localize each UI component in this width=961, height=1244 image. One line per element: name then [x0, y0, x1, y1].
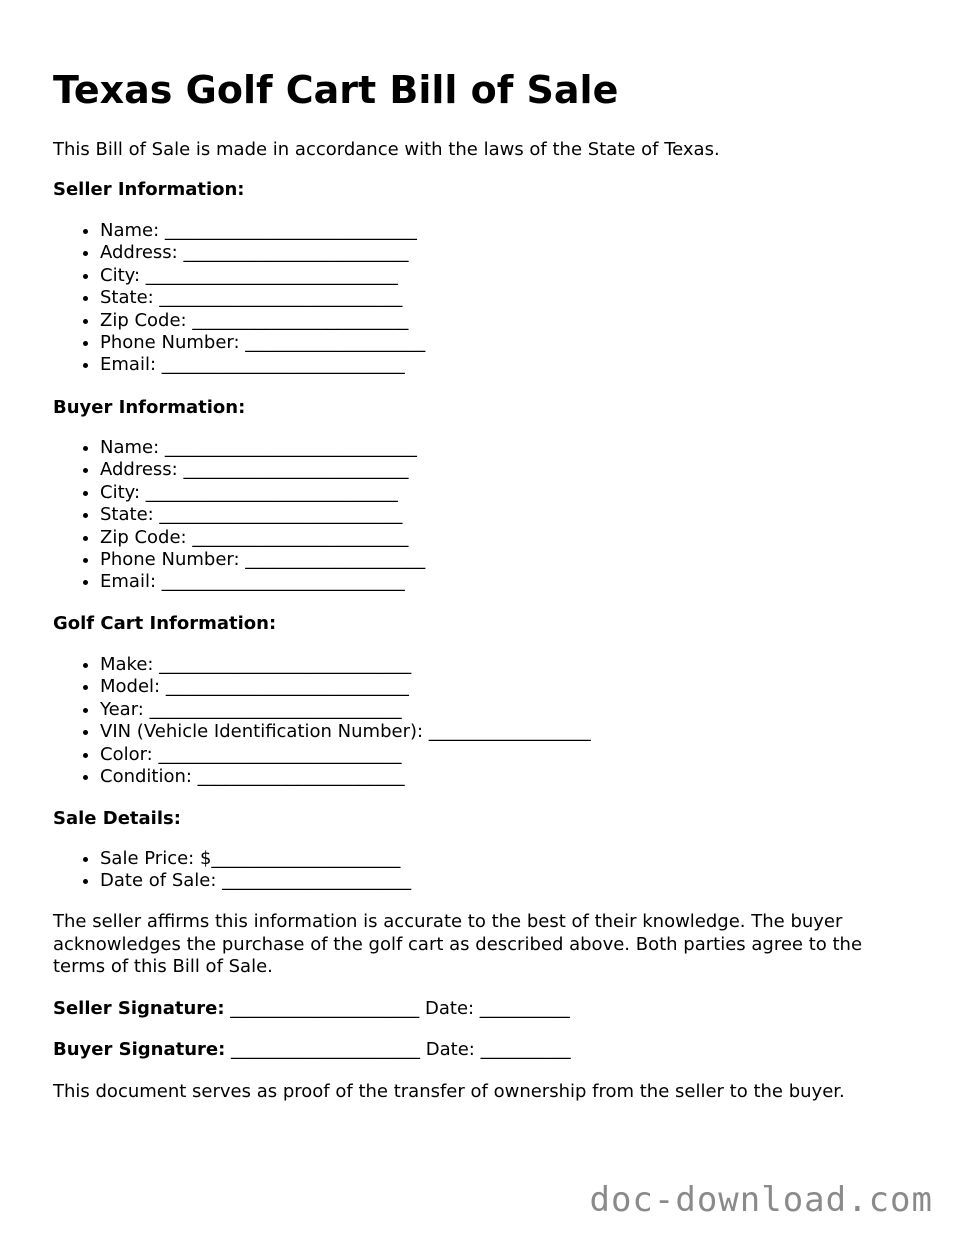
closing-paragraph: The seller affirms this information is accurate to the best of their knowledge. The buyer acknowledges the purchase of the golf cart as described above. Both parties agree to the terms of this Bill of Sale. — [53, 911, 863, 977]
buyer-city-field: • City: ____________________________ — [100, 482, 425, 504]
cart-year-field: • Year: ____________________________ — [100, 699, 591, 721]
buyer-fields-list — [53, 437, 425, 594]
buyer-state-field: • State: ___________________________ — [100, 504, 425, 526]
seller-zip-field: • Zip Code: ________________________ — [100, 310, 425, 332]
seller-state-field: • State: ___________________________ — [100, 287, 425, 309]
seller-signature-blanks: _____________________ Date: __________ — [224, 998, 570, 1019]
seller-phone-field: • Phone Number: ____________________ — [100, 332, 425, 354]
watermark: doc-download.com — [589, 1180, 933, 1220]
buyer-signature-blanks: _____________________ Date: __________ — [225, 1039, 571, 1060]
seller-heading: Seller Information: — [53, 179, 245, 200]
sale-date-field: • Date of Sale: _____________________ — [100, 870, 411, 892]
sale-details-heading: Sale Details: — [53, 808, 181, 829]
cart-condition-field: • Condition: _______________________ — [100, 766, 591, 788]
golf-cart-fields-list — [53, 654, 591, 788]
seller-address-field: • Address: _________________________ — [100, 242, 425, 264]
sale-price-field: • Sale Price: $_____________________ — [100, 848, 411, 870]
seller-city-field: • City: ____________________________ — [100, 265, 425, 287]
cart-make-field: • Make: ____________________________ — [100, 654, 591, 676]
golf-cart-heading: Golf Cart Information: — [53, 613, 277, 634]
buyer-signature-line — [53, 1038, 571, 1062]
buyer-address-field: • Address: _________________________ — [100, 459, 425, 481]
buyer-name-field: • Name: ____________________________ — [100, 437, 425, 459]
seller-email-field: • Email: ___________________________ — [100, 354, 425, 376]
cart-vin-field: • VIN (Vehicle Identification Number): __________________ — [100, 721, 591, 743]
cart-model-field: • Model: ___________________________ — [100, 676, 591, 698]
page-title: Texas Golf Cart Bill of Sale — [53, 68, 619, 112]
buyer-phone-field: • Phone Number: ____________________ — [100, 549, 425, 571]
intro-paragraph: This Bill of Sale is made in accordance with the laws of the State of Texas. — [53, 139, 720, 160]
final-statement: This document serves as proof of the transfer of ownership from the seller to the buyer. — [53, 1081, 845, 1102]
cart-color-field: • Color: ___________________________ — [100, 744, 591, 766]
seller-signature-label: Seller Signature: — [53, 998, 225, 1019]
sale-fields-list — [53, 848, 411, 893]
buyer-heading: Buyer Information: — [53, 397, 246, 418]
seller-fields-list — [53, 220, 425, 377]
buyer-zip-field: • Zip Code: ________________________ — [100, 527, 425, 549]
buyer-signature-label: Buyer Signature: — [53, 1039, 226, 1060]
seller-name-field: • Name: ____________________________ — [100, 220, 425, 242]
seller-signature-line — [53, 997, 570, 1021]
buyer-email-field: • Email: ___________________________ — [100, 571, 425, 593]
